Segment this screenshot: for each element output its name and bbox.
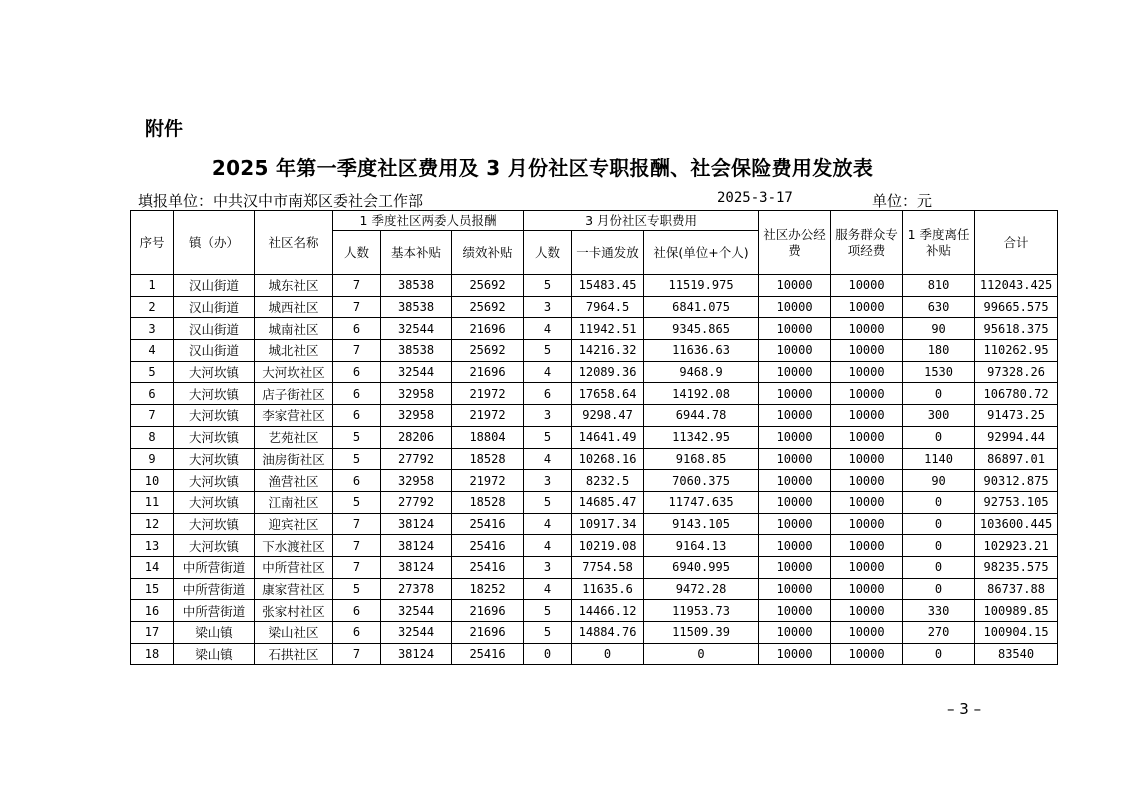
cell-mar-ss: 9472.28	[644, 578, 759, 600]
cell-q1-perf: 25692	[452, 275, 524, 297]
cell-seq: 3	[131, 318, 174, 340]
cell-q1-perf: 21972	[452, 405, 524, 427]
cell-service: 10000	[831, 643, 903, 665]
cell-q1-people: 7	[333, 296, 381, 318]
cell-q1-basic: 32958	[381, 405, 452, 427]
cell-seq: 1	[131, 275, 174, 297]
cell-town: 中所营街道	[174, 556, 255, 578]
cell-q1-basic: 32544	[381, 622, 452, 644]
cell-retire: 0	[903, 643, 975, 665]
table-row	[131, 643, 1058, 665]
cell-retire: 90	[903, 318, 975, 340]
cell-q1-perf: 18528	[452, 491, 524, 513]
cell-town: 大河坎镇	[174, 470, 255, 492]
cell-community: 梁山社区	[255, 622, 333, 644]
cell-q1-people: 6	[333, 600, 381, 622]
cell-q1-basic: 38124	[381, 643, 452, 665]
cell-mar-people: 5	[524, 600, 572, 622]
cell-mar-card: 10917.34	[572, 513, 644, 535]
cell-mar-card: 14216.32	[572, 340, 644, 362]
cell-community: 艺苑社区	[255, 426, 333, 448]
currency-unit: 单位：元	[872, 192, 933, 210]
table-body	[131, 275, 1058, 665]
cell-seq: 8	[131, 426, 174, 448]
cell-q1-people: 7	[333, 643, 381, 665]
cell-mar-people: 4	[524, 513, 572, 535]
table-row	[131, 340, 1058, 362]
cell-seq: 5	[131, 361, 174, 383]
cell-town: 大河坎镇	[174, 491, 255, 513]
cell-q1-people: 5	[333, 578, 381, 600]
cell-q1-perf: 18252	[452, 578, 524, 600]
cell-office: 10000	[759, 578, 831, 600]
header-service-fund: 服务群众专项经费	[831, 211, 903, 275]
cell-service: 10000	[831, 535, 903, 557]
cell-mar-ss: 14192.08	[644, 383, 759, 405]
cell-q1-people: 5	[333, 491, 381, 513]
cell-mar-ss: 9164.13	[644, 535, 759, 557]
cell-q1-people: 6	[333, 470, 381, 492]
cell-total: 92753.105	[975, 491, 1058, 513]
cell-service: 10000	[831, 513, 903, 535]
cell-office: 10000	[759, 340, 831, 362]
cell-mar-ss: 0	[644, 643, 759, 665]
cell-town: 中所营街道	[174, 600, 255, 622]
document-title: 2025 年第一季度社区费用及 3 月份社区专职报酬、社会保险费用发放表	[211, 156, 874, 180]
cell-q1-perf: 21696	[452, 622, 524, 644]
cell-retire: 0	[903, 535, 975, 557]
cell-mar-ss: 11636.63	[644, 340, 759, 362]
header-community: 社区名称	[255, 211, 333, 275]
header-group-march: 3 月份社区专职费用	[524, 211, 759, 231]
cell-retire: 630	[903, 296, 975, 318]
cell-q1-perf: 25692	[452, 340, 524, 362]
cell-total: 83540	[975, 643, 1058, 665]
cell-seq: 15	[131, 578, 174, 600]
header-q1-basic: 基本补贴	[381, 231, 452, 275]
cell-mar-people: 5	[524, 491, 572, 513]
cell-office: 10000	[759, 318, 831, 340]
cell-mar-people: 4	[524, 361, 572, 383]
cell-seq: 13	[131, 535, 174, 557]
cell-mar-people: 3	[524, 296, 572, 318]
cell-mar-card: 10268.16	[572, 448, 644, 470]
cell-mar-card: 12089.36	[572, 361, 644, 383]
cell-mar-people: 5	[524, 340, 572, 362]
cell-q1-people: 7	[333, 340, 381, 362]
cell-seq: 12	[131, 513, 174, 535]
cell-retire: 90	[903, 470, 975, 492]
cell-mar-card: 14884.76	[572, 622, 644, 644]
cell-mar-card: 7754.58	[572, 556, 644, 578]
header-town: 镇（办）	[174, 211, 255, 275]
cell-seq: 18	[131, 643, 174, 665]
table-row	[131, 448, 1058, 470]
cell-town: 大河坎镇	[174, 535, 255, 557]
cell-mar-card: 7964.5	[572, 296, 644, 318]
cell-service: 10000	[831, 275, 903, 297]
cell-service: 10000	[831, 556, 903, 578]
cell-service: 10000	[831, 426, 903, 448]
table-row	[131, 622, 1058, 644]
cell-mar-ss: 9345.865	[644, 318, 759, 340]
cell-service: 10000	[831, 361, 903, 383]
cell-q1-people: 7	[333, 556, 381, 578]
cell-office: 10000	[759, 643, 831, 665]
header-office-fund: 社区办公经费	[759, 211, 831, 275]
cell-community: 石拱社区	[255, 643, 333, 665]
cell-retire: 330	[903, 600, 975, 622]
cell-seq: 9	[131, 448, 174, 470]
table-row	[131, 318, 1058, 340]
cell-seq: 4	[131, 340, 174, 362]
cell-service: 10000	[831, 340, 903, 362]
cell-q1-basic: 32958	[381, 470, 452, 492]
cell-town: 汉山街道	[174, 318, 255, 340]
cell-retire: 810	[903, 275, 975, 297]
table-row	[131, 296, 1058, 318]
cell-q1-people: 5	[333, 448, 381, 470]
cell-q1-perf: 21696	[452, 361, 524, 383]
cell-total: 95618.375	[975, 318, 1058, 340]
cell-seq: 11	[131, 491, 174, 513]
cell-service: 10000	[831, 296, 903, 318]
cell-retire: 0	[903, 491, 975, 513]
cell-total: 103600.445	[975, 513, 1058, 535]
cell-total: 102923.21	[975, 535, 1058, 557]
cell-q1-basic: 32544	[381, 361, 452, 383]
cell-seq: 7	[131, 405, 174, 427]
cell-total: 90312.875	[975, 470, 1058, 492]
cell-mar-card: 17658.64	[572, 383, 644, 405]
cell-q1-perf: 21696	[452, 318, 524, 340]
cell-q1-basic: 38124	[381, 556, 452, 578]
cell-mar-people: 3	[524, 470, 572, 492]
cell-mar-card: 14685.47	[572, 491, 644, 513]
table-row	[131, 361, 1058, 383]
cell-retire: 0	[903, 426, 975, 448]
cell-q1-basic: 27378	[381, 578, 452, 600]
cell-service: 10000	[831, 470, 903, 492]
cell-q1-people: 6	[333, 383, 381, 405]
cell-mar-ss: 11509.39	[644, 622, 759, 644]
header-march-people: 人数	[524, 231, 572, 275]
cell-q1-perf: 21972	[452, 470, 524, 492]
cell-retire: 0	[903, 578, 975, 600]
cell-q1-perf: 25416	[452, 556, 524, 578]
cell-town: 大河坎镇	[174, 405, 255, 427]
cell-community: 江南社区	[255, 491, 333, 513]
cell-mar-ss: 11953.73	[644, 600, 759, 622]
table-row	[131, 383, 1058, 405]
cell-community: 渔营社区	[255, 470, 333, 492]
cell-retire: 1530	[903, 361, 975, 383]
cell-retire: 270	[903, 622, 975, 644]
cell-total: 99665.575	[975, 296, 1058, 318]
cell-total: 86897.01	[975, 448, 1058, 470]
header-march-social-security: 社保(单位+个人)	[644, 231, 759, 275]
table-row	[131, 513, 1058, 535]
cell-town: 大河坎镇	[174, 513, 255, 535]
cell-mar-people: 5	[524, 426, 572, 448]
cell-q1-perf: 18528	[452, 448, 524, 470]
header-march-card: 一卡通发放	[572, 231, 644, 275]
cell-office: 10000	[759, 426, 831, 448]
cell-service: 10000	[831, 318, 903, 340]
cell-total: 106780.72	[975, 383, 1058, 405]
cell-mar-ss: 11747.635	[644, 491, 759, 513]
cell-mar-ss: 9168.85	[644, 448, 759, 470]
cell-retire: 180	[903, 340, 975, 362]
cell-mar-people: 5	[524, 275, 572, 297]
cell-q1-perf: 25692	[452, 296, 524, 318]
table-row	[131, 556, 1058, 578]
cell-office: 10000	[759, 535, 831, 557]
cell-mar-people: 3	[524, 556, 572, 578]
cell-mar-ss: 6940.995	[644, 556, 759, 578]
cell-q1-basic: 38538	[381, 340, 452, 362]
cell-mar-people: 3	[524, 405, 572, 427]
table-row	[131, 405, 1058, 427]
cell-q1-basic: 38124	[381, 535, 452, 557]
cell-service: 10000	[831, 448, 903, 470]
reporting-unit: 填报单位：中共汉中市南郑区委社会工作部	[138, 192, 424, 210]
cell-q1-perf: 18804	[452, 426, 524, 448]
cell-q1-perf: 25416	[452, 535, 524, 557]
cell-mar-card: 10219.08	[572, 535, 644, 557]
cell-q1-basic: 32544	[381, 600, 452, 622]
cell-office: 10000	[759, 491, 831, 513]
cell-mar-card: 11635.6	[572, 578, 644, 600]
cell-seq: 2	[131, 296, 174, 318]
cell-seq: 6	[131, 383, 174, 405]
cell-office: 10000	[759, 470, 831, 492]
cell-service: 10000	[831, 383, 903, 405]
cell-office: 10000	[759, 383, 831, 405]
cell-community: 店子街社区	[255, 383, 333, 405]
cell-town: 汉山街道	[174, 296, 255, 318]
header-seq: 序号	[131, 211, 174, 275]
cell-total: 92994.44	[975, 426, 1058, 448]
cell-community: 城东社区	[255, 275, 333, 297]
cell-office: 10000	[759, 405, 831, 427]
table-row	[131, 491, 1058, 513]
cell-town: 大河坎镇	[174, 426, 255, 448]
cell-q1-people: 5	[333, 426, 381, 448]
cell-total: 100904.15	[975, 622, 1058, 644]
table-row	[131, 470, 1058, 492]
cell-seq: 14	[131, 556, 174, 578]
cell-retire: 0	[903, 383, 975, 405]
header-total: 合计	[975, 211, 1058, 275]
cell-office: 10000	[759, 448, 831, 470]
cell-service: 10000	[831, 578, 903, 600]
cell-q1-basic: 32958	[381, 383, 452, 405]
cell-q1-perf: 25416	[452, 513, 524, 535]
cell-total: 86737.88	[975, 578, 1058, 600]
cell-community: 下水渡社区	[255, 535, 333, 557]
cell-mar-ss: 11519.975	[644, 275, 759, 297]
cell-total: 100989.85	[975, 600, 1058, 622]
cell-seq: 16	[131, 600, 174, 622]
cell-office: 10000	[759, 556, 831, 578]
cell-total: 97328.26	[975, 361, 1058, 383]
cell-town: 汉山街道	[174, 275, 255, 297]
cell-mar-card: 15483.45	[572, 275, 644, 297]
cell-community: 迎宾社区	[255, 513, 333, 535]
cell-mar-card: 0	[572, 643, 644, 665]
cell-mar-people: 6	[524, 383, 572, 405]
cell-q1-people: 7	[333, 535, 381, 557]
cell-mar-card: 11942.51	[572, 318, 644, 340]
cell-office: 10000	[759, 275, 831, 297]
cell-community: 李家营社区	[255, 405, 333, 427]
cell-mar-people: 5	[524, 622, 572, 644]
cell-town: 梁山镇	[174, 622, 255, 644]
cell-retire: 0	[903, 556, 975, 578]
header-q1-people: 人数	[333, 231, 381, 275]
header-q1-performance: 绩效补贴	[452, 231, 524, 275]
cell-q1-perf: 21696	[452, 600, 524, 622]
header-retire-subsidy: 1 季度离任补贴	[903, 211, 975, 275]
cell-q1-people: 6	[333, 318, 381, 340]
cell-mar-ss: 9468.9	[644, 361, 759, 383]
cell-service: 10000	[831, 600, 903, 622]
cell-community: 城西社区	[255, 296, 333, 318]
cell-mar-card: 9298.47	[572, 405, 644, 427]
cell-q1-basic: 32544	[381, 318, 452, 340]
cell-q1-basic: 38538	[381, 296, 452, 318]
cell-community: 城北社区	[255, 340, 333, 362]
cell-mar-ss: 7060.375	[644, 470, 759, 492]
cell-mar-ss: 6944.78	[644, 405, 759, 427]
cell-mar-people: 4	[524, 535, 572, 557]
cell-town: 大河坎镇	[174, 448, 255, 470]
cell-town: 梁山镇	[174, 643, 255, 665]
cell-town: 大河坎镇	[174, 383, 255, 405]
cell-service: 10000	[831, 622, 903, 644]
cell-total: 112043.425	[975, 275, 1058, 297]
cell-mar-people: 4	[524, 318, 572, 340]
cell-mar-people: 0	[524, 643, 572, 665]
table-row	[131, 600, 1058, 622]
cell-total: 91473.25	[975, 405, 1058, 427]
cell-community: 油房街社区	[255, 448, 333, 470]
table-row	[131, 535, 1058, 557]
cell-service: 10000	[831, 405, 903, 427]
cell-q1-perf: 21972	[452, 383, 524, 405]
cell-mar-card: 8232.5	[572, 470, 644, 492]
cell-community: 康家营社区	[255, 578, 333, 600]
cell-q1-people: 6	[333, 622, 381, 644]
cell-mar-ss: 11342.95	[644, 426, 759, 448]
cell-office: 10000	[759, 361, 831, 383]
cell-town: 大河坎镇	[174, 361, 255, 383]
attachment-label: 附件	[145, 118, 184, 140]
cell-mar-ss: 6841.075	[644, 296, 759, 318]
report-date: 2025-3-17	[717, 190, 793, 206]
cell-office: 10000	[759, 296, 831, 318]
cell-mar-people: 4	[524, 578, 572, 600]
cell-q1-basic: 27792	[381, 448, 452, 470]
cell-mar-card: 14641.49	[572, 426, 644, 448]
cell-mar-card: 14466.12	[572, 600, 644, 622]
cell-retire: 1140	[903, 448, 975, 470]
cell-seq: 17	[131, 622, 174, 644]
table-row	[131, 275, 1058, 297]
cell-community: 中所营社区	[255, 556, 333, 578]
table-row	[131, 426, 1058, 448]
cell-q1-people: 6	[333, 405, 381, 427]
cell-office: 10000	[759, 513, 831, 535]
cell-retire: 0	[903, 513, 975, 535]
table-row	[131, 578, 1058, 600]
cell-q1-basic: 27792	[381, 491, 452, 513]
cell-office: 10000	[759, 600, 831, 622]
cell-q1-perf: 25416	[452, 643, 524, 665]
cell-q1-basic: 28206	[381, 426, 452, 448]
cell-town: 中所营街道	[174, 578, 255, 600]
cell-mar-people: 4	[524, 448, 572, 470]
cell-q1-people: 6	[333, 361, 381, 383]
cell-service: 10000	[831, 491, 903, 513]
cell-office: 10000	[759, 622, 831, 644]
cell-seq: 10	[131, 470, 174, 492]
cell-q1-basic: 38124	[381, 513, 452, 535]
cell-total: 98235.575	[975, 556, 1058, 578]
cell-retire: 300	[903, 405, 975, 427]
cell-community: 张家村社区	[255, 600, 333, 622]
payment-table	[130, 210, 1058, 665]
cell-community: 城南社区	[255, 318, 333, 340]
cell-q1-people: 7	[333, 275, 381, 297]
cell-town: 汉山街道	[174, 340, 255, 362]
cell-community: 大河坎社区	[255, 361, 333, 383]
cell-total: 110262.95	[975, 340, 1058, 362]
cell-q1-basic: 38538	[381, 275, 452, 297]
header-group-q1: 1 季度社区两委人员报酬	[333, 211, 524, 231]
page-number: – 3 –	[947, 700, 982, 718]
cell-q1-people: 7	[333, 513, 381, 535]
cell-mar-ss: 9143.105	[644, 513, 759, 535]
